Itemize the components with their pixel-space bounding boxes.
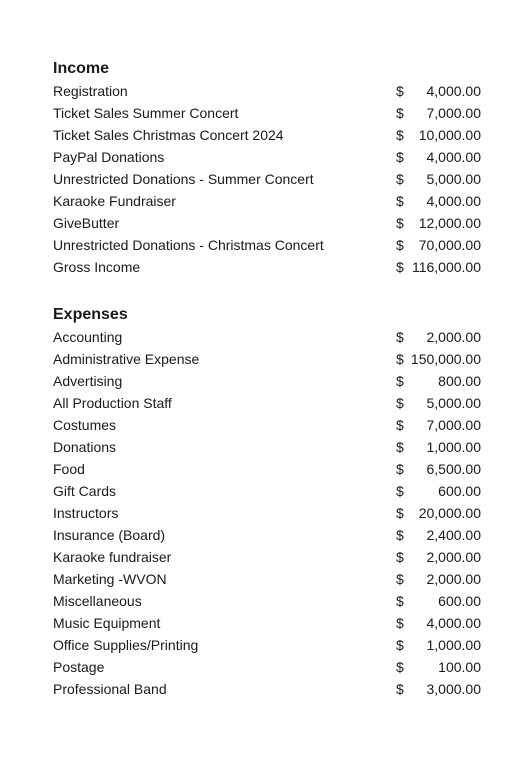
expenses-row	[53, 678, 483, 700]
income-row	[53, 102, 483, 124]
income-row-currency: $	[396, 83, 404, 99]
expenses-row	[53, 370, 483, 392]
income-row-amount: 5,000.00	[426, 171, 481, 187]
income-row	[53, 234, 483, 256]
expenses-row	[53, 458, 483, 480]
expenses-row	[53, 392, 483, 414]
expenses-row-label: Costumes	[53, 417, 117, 433]
income-row-amount: 10,000.00	[418, 127, 481, 143]
expenses-row-amount: 7,000.00	[426, 417, 481, 433]
expenses-row-currency: $	[396, 571, 404, 587]
expenses-row-amount: 2,000.00	[426, 571, 481, 587]
expenses-row-label: Music Equipment	[53, 615, 161, 631]
income-row	[53, 212, 483, 234]
income-row-label: GiveButter	[53, 215, 120, 231]
income-row-label: Gross Income	[53, 259, 141, 275]
expenses-row-currency: $	[396, 395, 404, 411]
expenses-row-label: Gift Cards	[53, 483, 117, 499]
budget-sheet	[53, 58, 483, 700]
income-table	[53, 80, 483, 278]
income-row-label: Ticket Sales Summer Concert	[53, 105, 239, 121]
section-spacer	[53, 278, 483, 304]
income-row-amount: 7,000.00	[426, 105, 481, 121]
expenses-row	[53, 480, 483, 502]
expenses-row	[53, 612, 483, 634]
expenses-row-currency: $	[396, 593, 404, 609]
expenses-row	[53, 546, 483, 568]
expenses-row-amount: 100.00	[438, 659, 481, 675]
expenses-row-amount: 1,000.00	[426, 439, 481, 455]
expenses-row	[53, 524, 483, 546]
expenses-row-label: Donations	[53, 439, 117, 455]
expenses-row-currency: $	[396, 659, 404, 675]
income-row	[53, 168, 483, 190]
expenses-row-label: All Production Staff	[53, 395, 172, 411]
expenses-row-amount: 4,000.00	[426, 615, 481, 631]
expenses-row-currency: $	[396, 637, 404, 653]
expenses-row-label: Marketing -WVON	[53, 571, 167, 587]
expenses-heading: Expenses	[53, 306, 128, 323]
expenses-row-amount: 2,000.00	[426, 549, 481, 565]
income-heading: Income	[53, 60, 110, 77]
expenses-table	[53, 326, 483, 700]
expenses-row-label: Food	[53, 461, 85, 477]
expenses-row-currency: $	[396, 615, 404, 631]
income-row-amount: 70,000.00	[418, 237, 481, 253]
income-row-amount: 116,000.00	[411, 259, 481, 275]
expenses-row	[53, 634, 483, 656]
income-row-currency: $	[396, 171, 404, 187]
expenses-row-label: Miscellaneous	[53, 593, 142, 609]
expenses-row	[53, 590, 483, 612]
expenses-row-currency: $	[396, 681, 404, 697]
income-row-amount: 4,000.00	[426, 149, 481, 165]
expenses-row-currency: $	[396, 461, 404, 477]
expenses-row-amount: 6,500.00	[426, 461, 481, 477]
expenses-row-currency: $	[396, 483, 404, 499]
income-row-currency: $	[396, 215, 404, 231]
expenses-row-amount: 800.00	[438, 373, 481, 389]
expenses-row-amount: 20,000.00	[418, 505, 481, 521]
income-row-label: Unrestricted Donations - Summer Concert	[53, 171, 314, 187]
expenses-row-label: Instructors	[53, 505, 119, 521]
income-row	[53, 190, 483, 212]
income-row	[53, 80, 483, 102]
expenses-row-label: Accounting	[53, 329, 123, 345]
expenses-row-currency: $	[396, 505, 404, 521]
expenses-row-label: Office Supplies/Printing	[53, 637, 199, 653]
expenses-row-currency: $	[396, 329, 404, 345]
expenses-row-currency: $	[396, 527, 404, 543]
income-row-currency: $	[396, 105, 404, 121]
expenses-row-label: Postage	[53, 659, 105, 675]
expenses-row-currency: $	[396, 373, 404, 389]
income-row-currency: $	[396, 193, 404, 209]
expenses-row	[53, 656, 483, 678]
expenses-row	[53, 414, 483, 436]
income-row-label: Ticket Sales Christmas Concert 2024	[53, 127, 284, 143]
expenses-row-label: Professional Band	[53, 681, 167, 697]
expenses-row-currency: $	[396, 417, 404, 433]
income-row	[53, 124, 483, 146]
expenses-row-amount: 2,000.00	[426, 329, 481, 345]
expenses-row-currency: $	[396, 549, 404, 565]
income-row-currency: $	[396, 259, 404, 275]
expenses-row-label: Advertising	[53, 373, 123, 389]
income-row-amount: 4,000.00	[426, 193, 481, 209]
income-row-label: PayPal Donations	[53, 149, 165, 165]
income-row-label: Karaoke Fundraiser	[53, 193, 176, 209]
expenses-row-label: Administrative Expense	[53, 351, 200, 367]
income-row-label: Unrestricted Donations - Christmas Concert	[53, 237, 324, 253]
income-row	[53, 146, 483, 168]
income-row-amount: 12,000.00	[418, 215, 481, 231]
expenses-row	[53, 568, 483, 590]
expenses-row	[53, 348, 483, 370]
income-row-currency: $	[396, 149, 404, 165]
expenses-row-amount: 150,000.00	[410, 351, 481, 367]
expenses-row-amount: 3,000.00	[426, 681, 481, 697]
expenses-row-currency: $	[396, 439, 404, 455]
expenses-row-amount: 600.00	[438, 593, 481, 609]
expenses-row	[53, 326, 483, 348]
income-row-currency: $	[396, 127, 404, 143]
income-row-label: Registration	[53, 83, 128, 99]
income-row-currency: $	[396, 237, 404, 253]
expenses-row-amount: 600.00	[438, 483, 481, 499]
expenses-row-label: Karaoke fundraiser	[53, 549, 172, 565]
expenses-row-amount: 1,000.00	[426, 637, 481, 653]
expenses-row-amount: 5,000.00	[426, 395, 481, 411]
expenses-row	[53, 436, 483, 458]
expenses-row	[53, 502, 483, 524]
expenses-row-currency: $	[396, 351, 404, 367]
expenses-row-label: Insurance (Board)	[53, 527, 166, 543]
expenses-row-amount: 2,400.00	[426, 527, 481, 543]
income-row-amount: 4,000.00	[426, 83, 481, 99]
income-row	[53, 256, 483, 278]
